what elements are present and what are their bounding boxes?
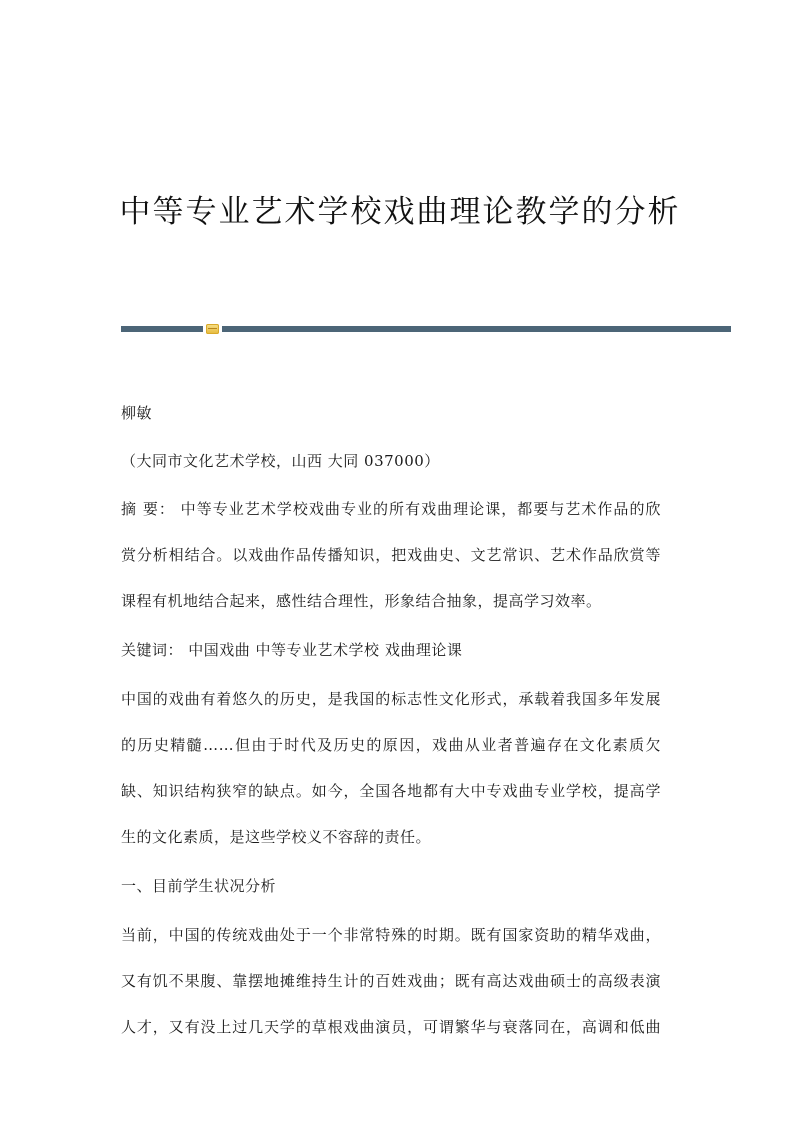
document-title: 中等专业艺术学校戏曲理论教学的分析 — [119, 194, 681, 230]
paragraph-line: 当前，中国的传统戏曲处于一个非常特殊的时期。既有国家资助的精华戏曲， — [121, 926, 661, 944]
abstract-line: 课程有机地结合起来，感性结合理性，形象结合抽象，提高学习效率。 — [121, 592, 602, 610]
author-name: 柳敏 — [121, 404, 153, 422]
abstract-text: 中等专业艺术学校戏曲专业的所有戏曲理论课，都要与艺术作品的欣 — [174, 500, 661, 518]
title-divider — [121, 325, 731, 333]
document-body — [121, 398, 661, 1043]
section1-paragraph — [121, 920, 661, 1043]
keywords-line — [121, 635, 661, 666]
intro-paragraph — [121, 684, 661, 853]
paragraph-line: 的历史精髓……但由于时代及历史的原因，戏曲从业者普遍存在文化素质欠 — [121, 736, 661, 754]
author-affiliation: （大同市文化艺术学校，山西 大同 037000） — [121, 452, 440, 470]
abstract-block — [121, 494, 661, 617]
divider-right-bar — [222, 326, 731, 332]
paragraph-line: 生的文化素质，是这些学校义不容辞的责任。 — [121, 828, 432, 846]
abstract-label: 摘 要： — [121, 500, 175, 518]
paragraph-line: 又有饥不果腹、靠摆地摊维持生计的百姓戏曲；既有高达戏曲硕士的高级表演 — [121, 972, 661, 990]
section-heading: 一、目前学生状况分析 — [121, 877, 277, 895]
paragraph-line: 中国的戏曲有着悠久的历史，是我国的标志性文化形式，承载着我国多年发展 — [121, 690, 661, 708]
divider-emblem-icon — [206, 324, 219, 334]
abstract-line: 赏分析相结合。以戏曲作品传播知识，把戏曲史、文艺常识、艺术作品欣赏等 — [121, 546, 661, 564]
paragraph-line: 缺、知识结构狭窄的缺点。如今，全国各地都有大中专戏曲专业学校，提高学 — [121, 782, 661, 800]
abstract-line — [121, 494, 661, 525]
keywords-text: 中国戏曲 中等专业艺术学校 戏曲理论课 — [183, 641, 463, 659]
paragraph-line: 人才，又有没上过几天学的草根戏曲演员，可谓繁华与衰落同在，高调和低曲 — [121, 1018, 661, 1036]
divider-left-bar — [121, 326, 203, 332]
keywords-label: 关键词： — [121, 641, 184, 659]
